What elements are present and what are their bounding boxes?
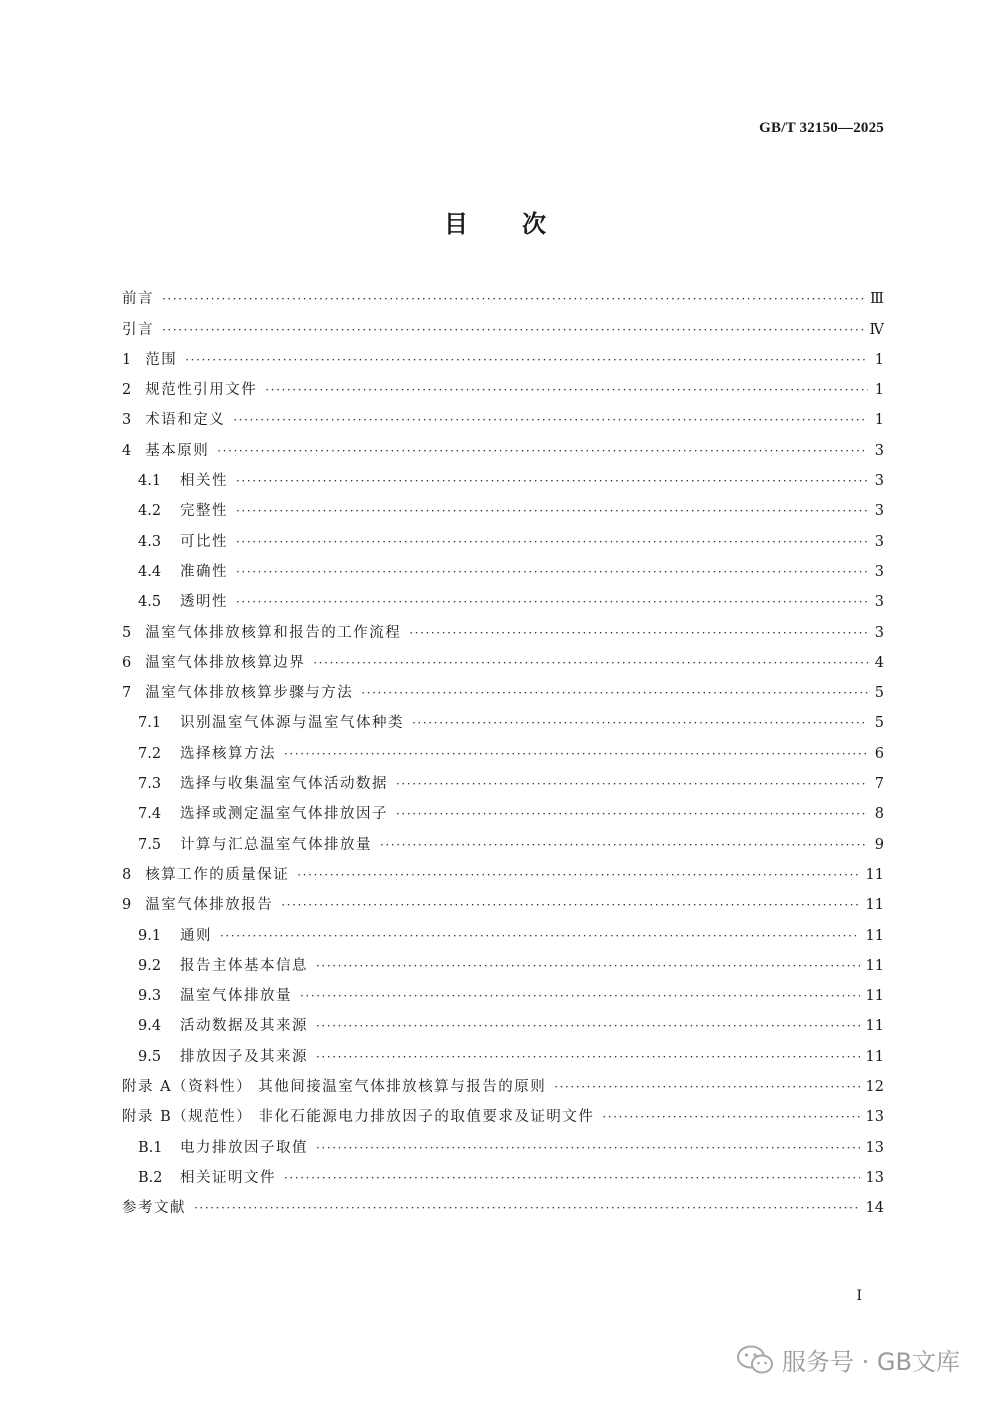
toc-entry-number: 2 [122,382,132,399]
toc-entry-label: 温室气体排放核算边界 [145,654,306,671]
toc-leader-dots [316,951,860,981]
toc-entry-number: 1 [122,351,132,368]
standard-code: GB/T 32150—2025 [759,120,884,136]
toc-leader-dots [236,587,868,617]
toc-leader-dots [162,284,864,314]
toc-entry-number: 9.2 [138,957,162,974]
toc-entry[interactable] [122,678,884,708]
toc-entry-number: 4.5 [138,594,162,611]
toc-entry-page: 5 [874,685,884,702]
toc-entry-number: 9.3 [138,988,162,1005]
toc-entry-page: 11 [865,1048,884,1065]
toc-entry-number: 5 [122,624,132,641]
toc-entry-page: 11 [865,897,884,914]
toc-entry-page: 14 [865,1200,884,1217]
toc-entry-label: 温室气体排放报告 [145,897,274,914]
toc-entry-page: 5 [874,715,884,732]
toc-entry-label: 范围 [145,351,178,368]
toc-entry[interactable] [122,920,884,950]
toc-entry-number: 4.1 [138,473,162,490]
toc-entry-page: 1 [874,351,884,368]
toc-entry-number: 7.1 [138,715,162,732]
toc-entry-label: 电力排放因子取值 [180,1139,308,1156]
toc-entry-label: 温室气体排放核算步骤与方法 [145,685,354,702]
toc-entry-label: 相关性 [180,473,228,490]
toc-entry-page: 3 [874,594,884,611]
toc-leader-dots [297,860,859,890]
toc-entry[interactable] [122,557,884,587]
toc-entry[interactable] [122,345,884,375]
toc-leader-dots [236,496,868,526]
toc-leader-dots [220,921,860,951]
toc-entry-page: 9 [874,836,884,853]
toc-entry[interactable] [122,648,884,678]
toc-entry-page: 11 [865,927,884,944]
toc-entry-label: 排放因子及其来源 [180,1048,308,1065]
toc-leader-dots [284,1163,860,1193]
toc-entry-number: 7.5 [138,836,162,853]
toc-entry-label: 附录 B（规范性） 非化石能源电力排放因子的取值要求及证明文件 [122,1109,595,1126]
toc-entry-page: 6 [874,745,884,762]
toc-entry-page: 3 [874,624,884,641]
toc-entry-page: Ⅲ [870,291,884,308]
title-part-2: 次 [522,210,548,238]
toc-entry-number: 4 [122,442,132,459]
toc-entry-page: 7 [874,776,884,793]
toc-entry-page: 4 [874,654,884,671]
toc-entry-page: 3 [874,473,884,490]
toc-entry-label: 选择与收集温室气体活动数据 [180,776,388,793]
toc-leader-dots [236,557,868,587]
toc-leader-dots [396,799,868,829]
toc-entry-page: 3 [874,533,884,550]
toc-entry-page: 13 [865,1109,884,1126]
toc-entry-number: 6 [122,654,132,671]
toc-leader-dots [313,648,868,678]
toc-entry-label: 完整性 [180,503,228,520]
watermark [736,1342,960,1377]
toc-entry-number: 7 [122,685,132,702]
toc-entry[interactable] [122,708,884,738]
toc-entry-label: 选择核算方法 [180,745,276,762]
toc-entry-label: 引言 [122,321,154,338]
toc-entry[interactable] [122,951,884,981]
toc-entry-page: 13 [865,1169,884,1186]
toc-entry[interactable] [122,617,884,647]
toc-leader-dots [185,345,868,375]
toc-leader-dots [233,405,868,435]
toc-leader-dots [281,890,859,920]
toc-entry-page: 11 [865,866,884,883]
toc-leader-dots [236,466,868,496]
toc-leader-dots [602,1102,859,1132]
toc-entry-page: 13 [865,1139,884,1156]
toc-leader-dots [409,618,868,648]
toc-entry-label: 透明性 [180,594,228,611]
toc-entry[interactable] [122,375,884,405]
toc-entry[interactable] [122,405,884,435]
toc-entry-page: 1 [874,382,884,399]
toc-entry-page: 11 [865,1018,884,1035]
toc-entry[interactable] [122,981,884,1011]
toc-entry-page: 3 [874,442,884,459]
toc-entry[interactable] [122,1102,884,1132]
toc-entry-number: 7.2 [138,745,162,762]
toc-entry[interactable] [122,860,884,890]
toc-entry-label: 温室气体排放核算和报告的工作流程 [145,624,402,641]
toc-entry-label: 基本原则 [145,442,210,459]
toc-entry-page: Ⅳ [869,321,884,338]
toc-entry-page: 8 [874,806,884,823]
toc-entry-label: 活动数据及其来源 [180,1018,308,1035]
toc-leader-dots [396,769,868,799]
toc-entry-label: 温室气体排放量 [180,988,292,1005]
toc-entry[interactable] [122,1193,884,1223]
toc-entry-label: 准确性 [180,563,228,580]
toc-entry-label: 通则 [180,927,212,944]
toc-leader-dots [194,1193,860,1223]
table-of-contents [122,284,884,1223]
toc-entry-page: 11 [865,988,884,1005]
toc-entry-number: 3 [122,412,132,429]
toc-entry-number: 9.4 [138,1018,162,1035]
toc-entry-number: 8 [122,866,132,883]
toc-leader-dots [300,981,860,1011]
watermark-text: 服务号 · GB文库 [782,1348,960,1376]
toc-entry-label: 识别温室气体源与温室气体种类 [180,715,404,732]
toc-entry-page: 3 [874,563,884,580]
toc-entry[interactable] [122,829,884,859]
toc-entry[interactable] [122,284,884,314]
title-part-1: 目 [444,210,470,238]
toc-entry-label: 可比性 [180,533,228,550]
toc-entry[interactable] [122,738,884,768]
toc-leader-dots [265,375,868,405]
toc-entry-label: 附录 A（资料性） 其他间接温室气体排放核算与报告的原则 [122,1079,547,1096]
toc-entry-number: 4.4 [138,563,162,580]
toc-entry-number: B.2 [138,1169,163,1186]
toc-entry-number: 9 [122,897,132,914]
toc-entry-label: 核算工作的质量保证 [145,866,290,883]
toc-entry-label: 规范性引用文件 [145,382,258,399]
toc-entry-page: 1 [874,412,884,429]
toc-entry-number: 4.2 [138,503,162,520]
toc-leader-dots [554,1072,859,1102]
toc-leader-dots [284,739,868,769]
toc-entry-page: 3 [874,503,884,520]
toc-leader-dots [361,678,868,708]
toc-entry-page: 11 [865,957,884,974]
toc-entry[interactable] [122,769,884,799]
toc-entry[interactable] [122,466,884,496]
toc-entry-number: 4.3 [138,533,162,550]
toc-entry[interactable] [122,1163,884,1193]
toc-entry[interactable] [122,1011,884,1041]
page-title [0,204,992,239]
toc-entry[interactable] [122,799,884,829]
toc-entry-label: 报告主体基本信息 [180,957,308,974]
toc-leader-dots [380,830,868,860]
toc-entry[interactable] [122,1072,884,1102]
toc-leader-dots [217,436,868,466]
toc-entry-number: 7.3 [138,776,162,793]
page-number: I [856,1288,862,1304]
toc-entry-number: B.1 [138,1139,163,1156]
toc-entry[interactable] [122,526,884,556]
toc-entry-label: 相关证明文件 [180,1169,276,1186]
toc-entry-label: 术语和定义 [145,412,226,429]
toc-entry-label: 计算与汇总温室气体排放量 [180,836,372,853]
toc-leader-dots [316,1042,860,1072]
toc-entry[interactable] [122,496,884,526]
toc-leader-dots [412,708,868,738]
toc-entry[interactable] [122,314,884,344]
toc-entry[interactable] [122,890,884,920]
toc-leader-dots [162,315,864,345]
toc-leader-dots [236,527,868,557]
toc-entry[interactable] [122,1041,884,1071]
toc-leader-dots [316,1133,860,1163]
toc-leader-dots [316,1011,860,1041]
toc-entry-label: 选择或测定温室气体排放因子 [180,806,388,823]
toc-entry-number: 9.1 [138,927,162,944]
toc-entry-number: 7.4 [138,806,162,823]
wechat-icon [736,1345,774,1375]
toc-entry-label: 前言 [122,291,154,308]
toc-entry[interactable] [122,1132,884,1162]
toc-entry-page: 12 [865,1079,884,1096]
toc-entry-number: 9.5 [138,1048,162,1065]
toc-entry[interactable] [122,435,884,465]
toc-entry-label: 参考文献 [122,1200,186,1217]
toc-entry[interactable] [122,587,884,617]
